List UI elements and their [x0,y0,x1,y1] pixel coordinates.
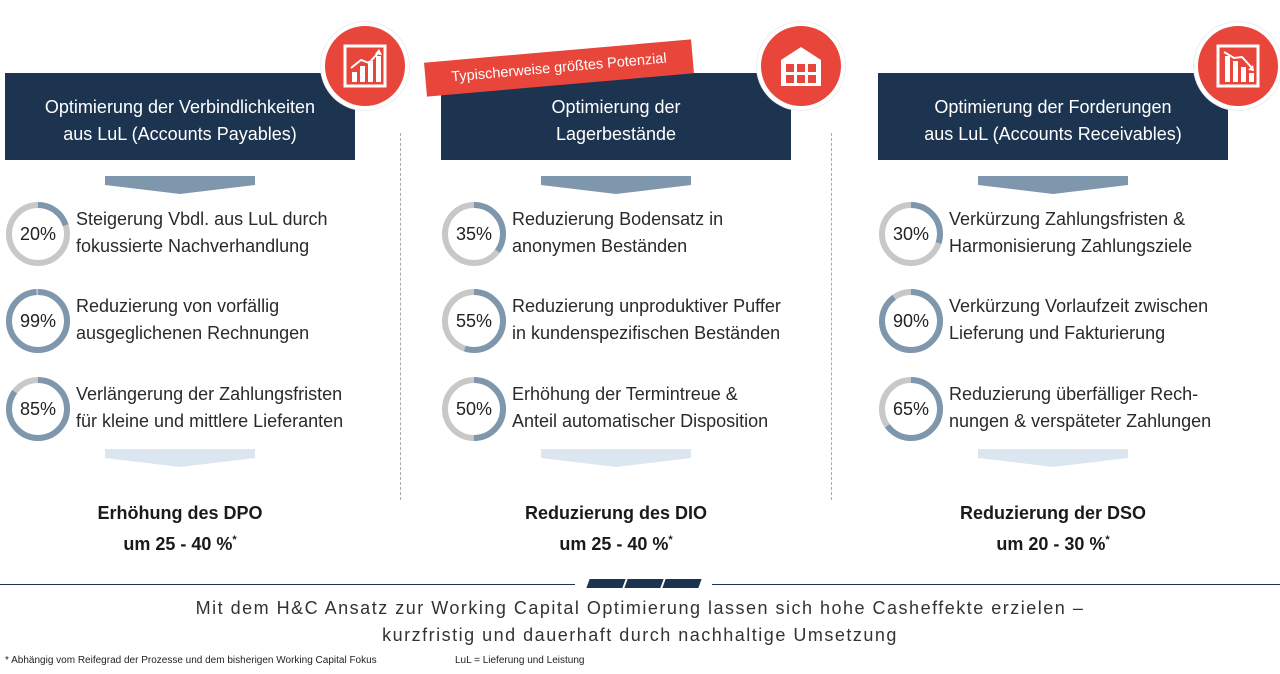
list-item [5,201,385,267]
list-item [441,376,821,442]
result-line-2: um 25 - 40 %* [123,534,237,554]
potential-badge: Typischerweise größtes Potenzial [424,39,694,96]
warehouse-icon [757,22,845,110]
separator-dash [662,579,701,588]
item-text: Verkürzung Zahlungsfristen & Harmonisierung Zahlungsziele [949,209,1193,256]
chevron-down-icon [978,176,1128,196]
list-item [441,288,821,354]
result-text [441,500,791,558]
footnote-lul: LuL = Lieferung und Leistung [455,655,585,666]
list-item [878,288,1258,354]
separator-dash [586,579,625,588]
column-divider [400,133,401,500]
list-item [878,376,1258,442]
column-payables [5,0,365,560]
chevron-down-icon [105,176,255,196]
separator-line-right [712,584,1280,585]
chevron-down-light-icon [541,449,691,469]
item-text: Reduzierung von vorfällig ausgeglichenen Rechnungen [76,296,310,343]
list-item [5,376,385,442]
result-text [5,500,355,558]
result-line-1: Reduzierung des DIO [524,503,708,523]
item-text: Verlängerung der Zahlungsfristen für kleine und mittlere Lieferanten [76,384,344,431]
percent-label: 85% [19,398,57,419]
percent-label: 35% [455,223,493,244]
column-divider [831,133,832,500]
chevron-down-light-icon [978,449,1128,469]
percent-label: 20% [19,223,57,244]
falling-bar-chart-icon [1194,22,1280,110]
item-text: Verkürzung Vorlaufzeit zwischen Lieferung und Fakturierung [949,296,1209,343]
percent-label: 30% [892,223,930,244]
column-title: Optimierung der Lagerbestände [441,73,791,160]
item-text: Steigerung Vbdl. aus LuL durch fokussierte Nachverhandlung [76,209,328,256]
summary-text: Mit dem H&C Ansatz zur Working Capital Optimierung lassen sich hohe Casheffekte erzielen – kurzfristig und dauerhaft durch nachhaltige Umsetzung [195,598,1085,645]
percent-label: 65% [892,398,930,419]
result-line-2: um 20 - 30 %* [996,534,1110,554]
chevron-down-icon [541,176,691,196]
item-text: Reduzierung Bodensatz in anonymen Beständen [512,209,724,256]
separator-line-left [0,584,575,585]
list-item [878,201,1258,267]
percent-label: 90% [892,310,930,331]
result-text [878,500,1228,558]
column-receivables [878,0,1238,560]
result-line-1: Reduzierung der DSO [959,503,1147,523]
footnote-maturity: * Abhängig vom Reifegrad der Prozesse und dem bisherigen Working Capital Fokus [5,655,377,666]
percent-label: 55% [455,310,493,331]
rising-bar-chart-icon [321,22,409,110]
column-title: Optimierung der Forderungen aus LuL (Accounts Receivables) [878,73,1228,160]
list-item [5,288,385,354]
percent-label: 50% [455,398,493,419]
column-title: Optimierung der Verbindlichkeiten aus LuL (Accounts Payables) [5,73,355,160]
result-line-2: um 25 - 40 %* [559,534,673,554]
list-item [441,201,821,267]
item-text: Reduzierung überfälliger Rech- nungen & verspäteter Zahlungen [949,384,1212,431]
item-text: Reduzierung unproduktiver Puffer in kundenspezifischen Beständen [512,296,781,343]
item-text: Erhöhung der Termintreue & Anteil automatischer Disposition [512,384,769,431]
chevron-down-light-icon [105,449,255,469]
percent-label: 99% [19,310,57,331]
separator-dash [624,579,663,588]
result-line-1: Erhöhung des DPO [97,503,263,523]
